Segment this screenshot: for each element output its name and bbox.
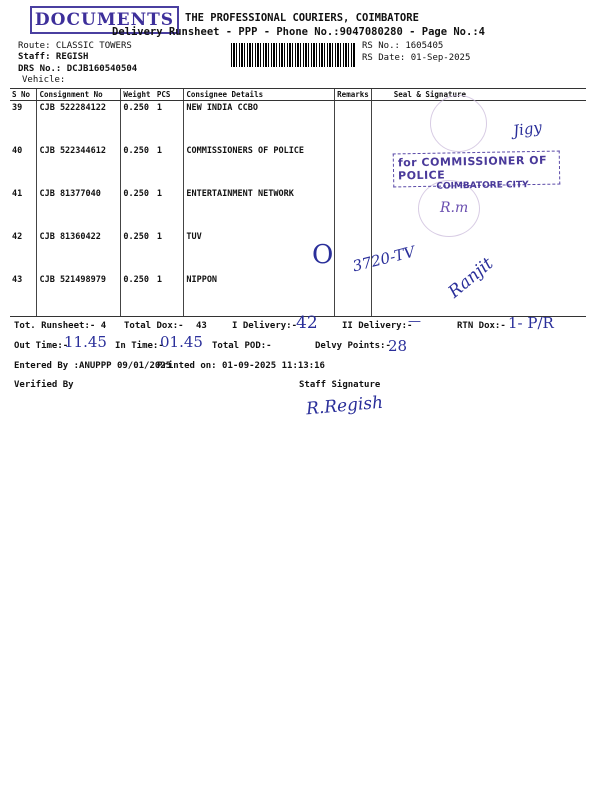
row-consignment: CJB 522344612 — [37, 144, 121, 187]
signature-row42: 3720-TV — [350, 242, 417, 276]
tot-runsheet: Tot. Runsheet:- 4 — [14, 321, 107, 331]
company-title: THE PROFESSIONAL COURIERS, COIMBATORE — [185, 12, 419, 24]
col-remarks: Remarks — [335, 89, 372, 101]
in-time-value: 01.45 — [160, 333, 203, 351]
out-time-label: Out Time:- — [14, 341, 69, 351]
police-stamp — [393, 151, 561, 192]
ii-delivery-value: — — [408, 314, 421, 329]
row-pcs: 1 — [156, 189, 162, 199]
barcode — [231, 43, 356, 67]
staff-signature: R.Regish — [305, 392, 384, 420]
i-delivery-value: 42 — [296, 313, 318, 333]
route-label: Route: CLASSIC TOWERS — [18, 41, 132, 51]
drs-number: DRS No.: DCJB160540504 — [18, 64, 138, 74]
documents-stamp: DOCUMENTS — [30, 6, 179, 34]
row-sno: 43 — [10, 273, 37, 317]
delvy-points-label: Delvy Points:- — [315, 341, 391, 351]
ii-delivery-label: II Delivery:- — [342, 321, 413, 331]
rtn-dox-label: RTN Dox:- — [457, 321, 506, 331]
row-remarks — [335, 273, 372, 317]
col-sno: S No — [10, 89, 37, 101]
signature-row39: Jigy — [511, 118, 544, 140]
i-delivery-label: I Delivery:- — [232, 321, 298, 331]
vehicle-label: Vehicle: — [22, 75, 66, 85]
col-weight: Weight — [121, 89, 155, 101]
col-seal: Seal & Signature — [371, 89, 586, 101]
row-pcs: 1 — [156, 146, 162, 156]
police-stamp-line1: for COMMISSIONER OF POLICE — [397, 153, 548, 183]
row-weight: 0.250 — [121, 101, 155, 145]
row-sno: 39 — [12, 103, 23, 113]
row-weight: 0.250 — [121, 273, 155, 317]
row-remarks — [335, 101, 372, 145]
staff-signature-label: Staff Signature — [299, 380, 381, 390]
table-row — [10, 101, 586, 145]
rs-date: RS Date: 01-Sep-2025 — [362, 53, 471, 63]
signature-row41: R.m — [440, 200, 469, 216]
staff-label: Staff: REGISH — [18, 52, 89, 62]
row-consignee: NEW INDIA CCBO — [184, 101, 335, 145]
out-time-value: 11.45 — [64, 333, 107, 351]
row-consignment: CJB 81360422 — [37, 230, 121, 273]
row-pcs: 1 — [155, 273, 184, 317]
total-dox-value: 43 — [196, 321, 207, 331]
signature-row43: Ranjit — [444, 253, 498, 303]
row-consignment: CJB 81377040 — [37, 187, 121, 230]
runsheet-table — [10, 88, 586, 317]
row-consignee: ENTERTAINMENT NETWORK — [184, 187, 335, 230]
row-weight: 0.250 — [121, 144, 155, 187]
row-sno: 42 — [12, 232, 23, 242]
col-pcs: PCS — [155, 89, 184, 101]
entered-by: Entered By :ANUPPP 09/01/2025 — [14, 361, 172, 371]
row-sno: 41 — [12, 189, 23, 199]
row-consignment: CJB 522284122 — [37, 101, 121, 145]
total-pod-label: Total POD:- — [212, 341, 272, 351]
printed-on: Printed on: 01-09-2025 11:13:16 — [157, 361, 325, 371]
total-dox-label: Total Dox:- — [124, 321, 184, 331]
col-consignee: Consignee Details — [184, 89, 335, 101]
delvy-points-value: 28 — [388, 337, 408, 355]
row-consignment: CJB 521498979 — [37, 273, 121, 317]
row-consignee: COMMISSIONERS OF POLICE — [184, 144, 335, 187]
row-weight: 0.250 — [121, 187, 155, 230]
in-time-label: In Time:- — [115, 341, 164, 351]
row-consignee: NIPPON — [184, 273, 335, 317]
table-row — [10, 273, 586, 317]
runsheet-title: Delivery Runsheet - PPP - Phone No.:9047080280 - Page No.:4 — [112, 26, 485, 38]
row-weight: 0.250 — [121, 230, 155, 273]
table-header-row — [10, 89, 586, 101]
row-pcs: 1 — [156, 103, 162, 113]
row-pcs: 1 — [156, 232, 162, 242]
circle-mark: O — [312, 240, 334, 270]
table-row — [10, 230, 586, 273]
faint-seal — [430, 95, 487, 152]
verified-by: Verified By — [14, 380, 74, 390]
police-stamp-line2: COIMBATORE CITY — [436, 180, 529, 192]
col-consignment: Consignment No — [37, 89, 121, 101]
row-remarks — [335, 144, 372, 187]
rs-number: RS No.: 1605405 — [362, 41, 444, 51]
rtn-dox-value: 1- P/R — [508, 314, 554, 332]
table-row — [10, 187, 586, 230]
row-sno: 40 — [12, 146, 23, 156]
row-consignee: TUV — [184, 230, 335, 273]
row-remarks — [335, 187, 372, 230]
